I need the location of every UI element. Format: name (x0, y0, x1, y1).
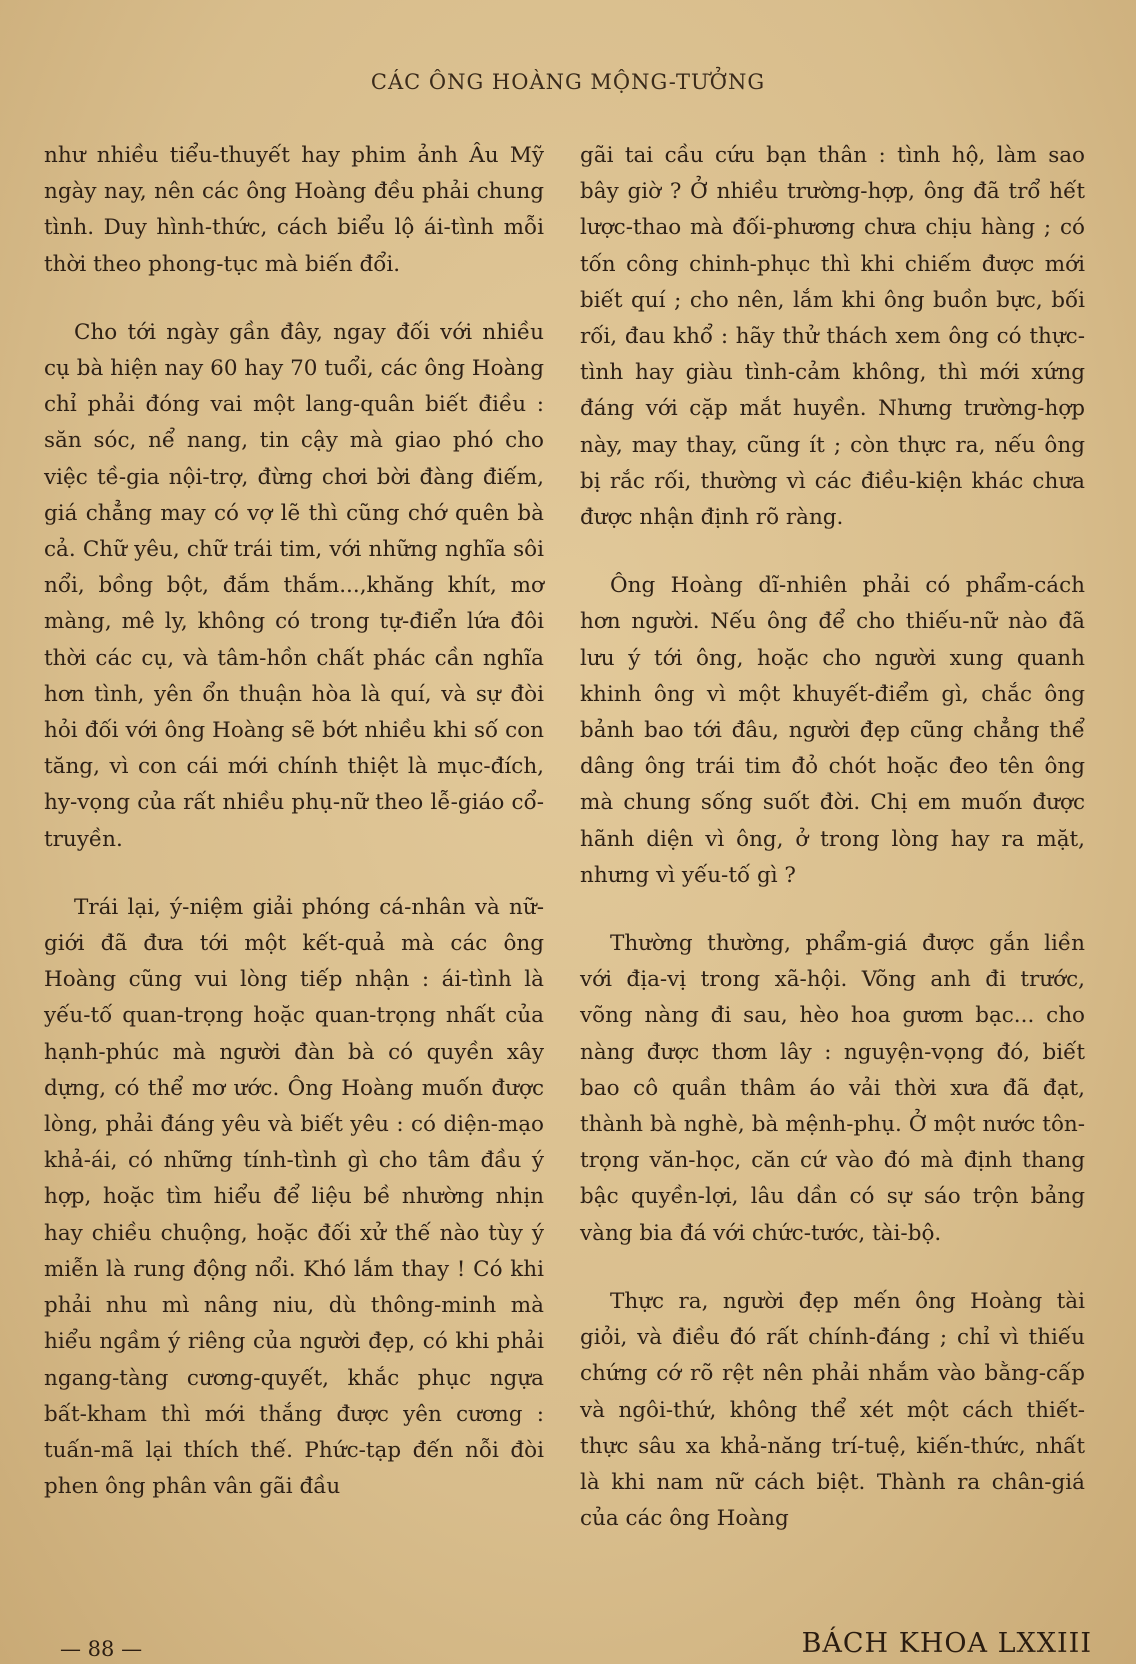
paragraph: gãi tai cầu cứu bạn thân : tình hộ, làm sao bây giờ ? Ở nhiều trường-hợp, ông đã trổ hết lược-thao mà đối-phương chưa chịu hàng ; có tốn công chinh-phục thì khi chiếm được mới biết quí ; cho nên, lắm khi ông buồn bực, bối rối, đau khổ : hãy thử thách xem ông có thực-tình hay giàu tình-cảm không, thì mới xứng đáng với cặp mắt huyền. Nhưng trường-hợp này, may thay, cũng ít ; còn thực ra, nếu ông bị rắc rối, thường vì các điều-kiện khác chưa được nhận định rõ ràng. (580, 143, 1085, 531)
paragraph: Ông Hoàng dĩ-nhiên phải có phẩm-cách hơn người. Nếu ông để cho thiếu-nữ nào đã lưu ý tới ông, hoặc cho người xung quanh khinh ông vì một khuyết-điểm gì, chắc ông bảnh bao tới đâu, người đẹp cũng chẳng thể dâng ông trái tim đỏ chót hoặc đeo tên ông mà chung sống suốt đời. Chị em muốn được hãnh diện vì ông, ở trong lòng hay ra mặt, nhưng vì yếu-tố gì ? (580, 573, 1085, 888)
right-column (580, 138, 1085, 1569)
paragraph: Thực ra, người đẹp mến ông Hoàng tài giỏi, và điều đó rất chính-đáng ; chỉ vì thiếu chứng cớ rõ rệt nên phải nhắm vào bằng-cấp và ngôi-thứ, không thể xét một cách thiết-thực sâu xa khả-năng trí-tuệ, kiến-thức, nhất là khi nam nữ cách biệt. Thành ra chân-giá của các ông Hoàng (580, 1288, 1085, 1532)
paragraph: Cho tới ngày gần đây, ngay đối với nhiều cụ bà hiện nay 60 hay 70 tuổi, các ông Hoàng chỉ phải đóng vai một lang-quân biết điều : săn sóc, nể nang, tin cậy mà giao phó cho việc tề-gia nội-trợ, đừng chơi bời đàng điếm, giá chẳng may có vợ lẽ thì cũng chớ quên bà cả. Chữ yêu, chữ trái tim, với những nghĩa sôi nổi, bồng bột, đắm thắm...,khăng khít, mơ màng, mê ly, không có trong tự-điển lứa đôi thời các cụ, và tâm-hồn chất phác cần nghĩa hơn tình, yên ổn thuận hòa là quí, và sự đòi hỏi đối với ông Hoàng sẽ bớt nhiều khi số con tăng, vì con cái mới chính thiệt là mục-đích, hy-vọng của rất nhiều phụ-nữ theo lễ-giáo cổ-truyền. (44, 319, 544, 852)
magazine-title: BÁCH KHOA LXXIII (801, 1628, 1092, 1659)
paragraph: Trái lại, ý-niệm giải phóng cá-nhân và nữ-giới đã đưa tới một kết-quả mà các ông Hoàng cũng vui lòng tiếp nhận : ái-tình là yếu-tố quan-trọng hoặc quan-trọng nhất của hạnh-phúc mà người đàn bà có quyền xây dựng, có thể mơ ước. Ông Hoàng muốn được lòng, phải đáng yêu và biết yêu : có diện-mạo khả-ái, có những tính-tình gì cho tâm đầu ý hợp, hoặc tìm hiểu để liệu bề nhường nhịn hay chiều chuộng, hoặc đối xử thế nào tùy ý miễn là rung động nổi. Khó lắm thay ! Có khi phải nhu mì nâng niu, dù thông-minh mà hiểu ngầm ý riêng của người đẹp, có khi phải ngang-tàng cương-quyết, khắc phục ngựa bất-kham thì mới thắng được yên cương : tuấn-mã lại thích thế. Phức-tạp đến nỗi đòi phen ông phân vân gãi đầu (44, 894, 544, 1500)
left-column (44, 138, 544, 1537)
running-title: CÁC ÔNG HOÀNG MỘNG-TƯỞNG (370, 70, 766, 94)
paragraph: như nhiều tiểu-thuyết hay phim ảnh Âu Mỹ ngày nay, nên các ông Hoàng đều phải chung tình. Duy hình-thức, cách biểu lộ ái-tình mỗi thời theo phong-tục mà biến đổi. (44, 143, 544, 277)
paragraph: Thường thường, phẩm-giá được gắn liền với địa-vị trong xã-hội. Võng anh đi trước, võng nàng đi sau, hèo hoa gươm bạc... cho nàng được thơm lây : nguyện-vọng đó, biết bao cô quần thâm áo vải thời xưa đã đạt, thành bà nghè, bà mệnh-phụ. Ở một nước tôn-trọng văn-học, căn cứ vào đó mà định thang bậc quyền-lợi, lâu dần có sự sáo trộn bảng vàng bia đá với chức-tước, tài-bộ. (580, 931, 1085, 1246)
page-number: — 88 — (60, 1637, 143, 1661)
